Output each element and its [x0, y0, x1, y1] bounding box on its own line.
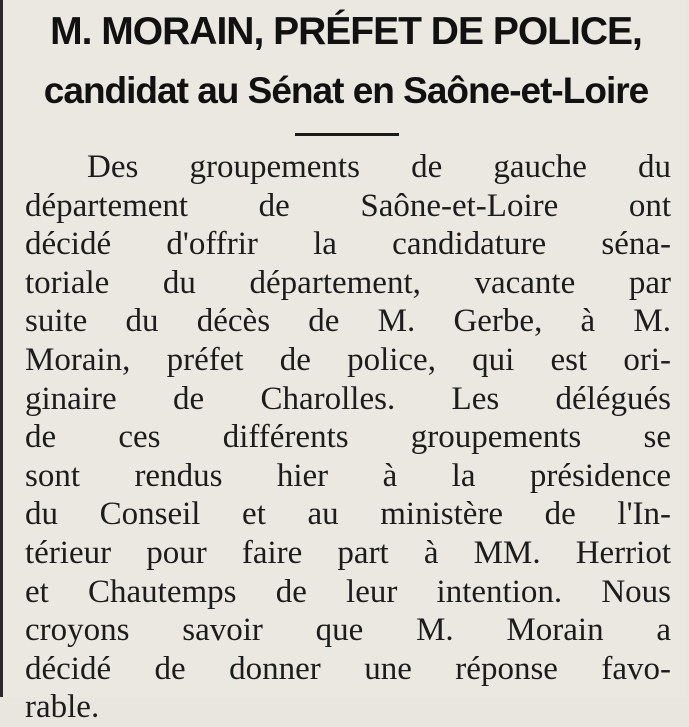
headline-subtitle: candidat au Sénat en Saône-et-Loire: [43, 70, 649, 111]
body-line: décidé de donner une réponse favo-: [25, 650, 671, 687]
body-line: et Chautemps de leur intention. Nous: [25, 573, 671, 610]
body-line: du Conseil et au ministère de l'In-: [25, 496, 671, 533]
body-line: ginaire de Charolles. Les délégués: [25, 380, 671, 417]
body-line: rable.: [25, 689, 100, 726]
body-line: sont rendus hier à la présidence: [25, 457, 671, 494]
body-line: de ces différents groupements se: [25, 419, 671, 456]
article-body: [25, 148, 671, 727]
body-line: suite du décès de M. Gerbe, à M.: [25, 303, 671, 340]
body-line: croyons savoir que M. Morain a: [25, 612, 671, 649]
body-line: térieur pour faire part à MM. Herriot: [25, 534, 671, 571]
headline-divider: [295, 133, 399, 136]
headline-title: M. MORAIN, PRÉFET DE POLICE,: [50, 10, 642, 53]
body-line: département de Saône-et-Loire ont: [25, 187, 671, 224]
body-line: Des groupements de gauche du: [87, 149, 671, 185]
body-line: Morain, préfet de police, qui est ori-: [25, 341, 671, 378]
body-line: toriale du département, vacante par: [25, 264, 671, 301]
body-line: décidé d'offrir la candidature séna-: [25, 226, 671, 263]
